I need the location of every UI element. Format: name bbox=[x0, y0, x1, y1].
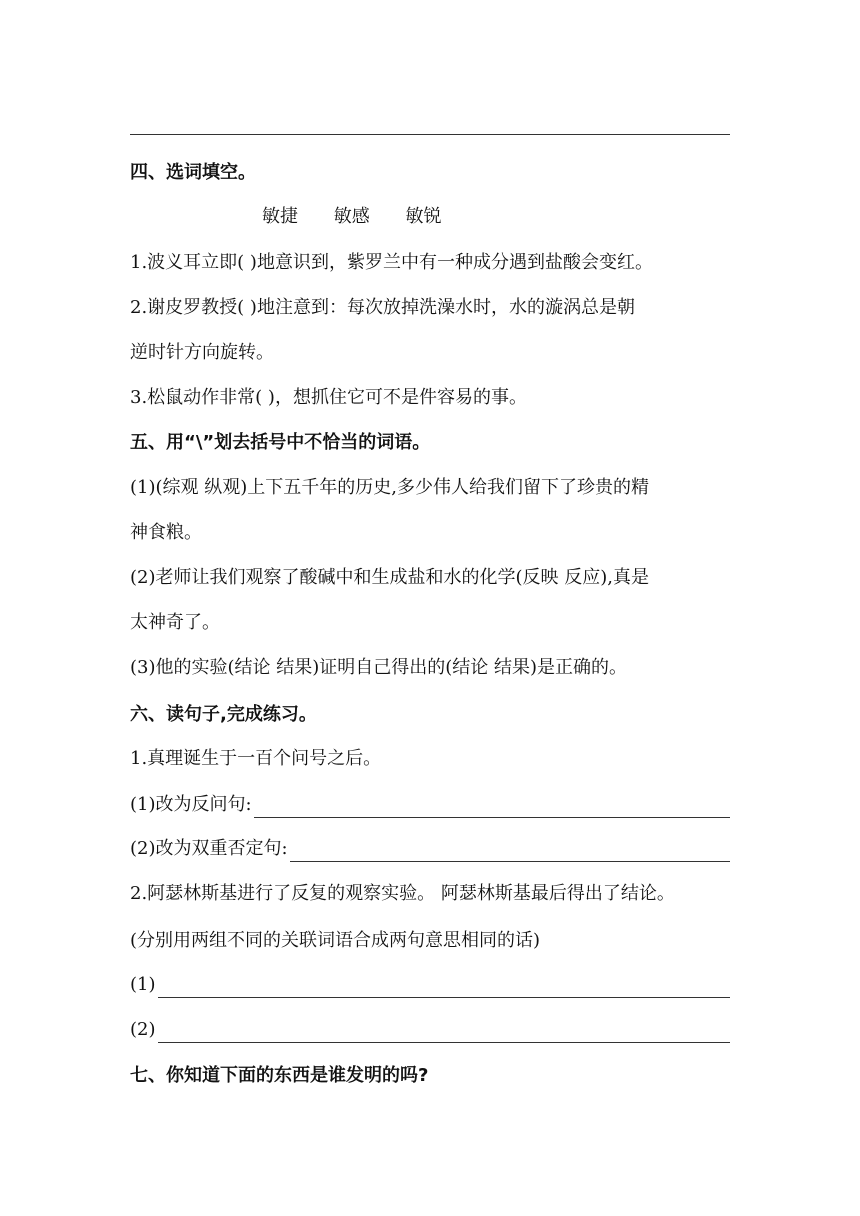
answer-row-1 bbox=[130, 972, 730, 998]
answer-label: (1) bbox=[130, 974, 156, 995]
answer-row-rhetorical-question bbox=[130, 792, 730, 818]
section-6-heading: 六、读句子,完成练习。 bbox=[130, 704, 317, 725]
instruction-6-2: (分别用两组不同的关联词语合成两句意思相同的话) bbox=[130, 930, 541, 951]
answer-blank[interactable] bbox=[290, 841, 730, 862]
word-bank bbox=[262, 204, 471, 230]
word-option-1: 敏捷 bbox=[262, 206, 298, 227]
word-option-3: 敏锐 bbox=[405, 206, 442, 227]
answer-blank[interactable] bbox=[254, 797, 730, 818]
question-5-3: (3)他的实验(结论 结果)证明自己得出的(结论 结果)是正确的。 bbox=[130, 657, 628, 678]
question-5-1: (1)(综观 纵观)上下五千年的历史,多少伟人给我们留下了珍贵的精 bbox=[130, 477, 649, 498]
question-5-1-continued: 神食粮。 bbox=[130, 522, 202, 543]
question-4-3: 3.松鼠动作非常( )，想抓住它可不是件容易的事。 bbox=[130, 387, 527, 408]
question-4-2-continued: 逆时针方向旋转。 bbox=[130, 342, 274, 363]
word-option-2: 敏感 bbox=[333, 206, 370, 227]
section-4-heading: 四、选词填空。 bbox=[130, 162, 256, 183]
answer-row-double-negative bbox=[130, 836, 730, 862]
question-5-2: (2)老师让我们观察了酸碱中和生成盐和水的化学(反映 反应),真是 bbox=[130, 567, 649, 588]
section-7-heading: 七、你知道下面的东西是谁发明的吗? bbox=[130, 1065, 429, 1086]
answer-row-2 bbox=[130, 1017, 730, 1043]
section-5-heading: 五、用“\”划去括号中不恰当的词语。 bbox=[130, 432, 431, 453]
question-5-2-continued: 太神奇了。 bbox=[130, 612, 220, 633]
answer-blank[interactable] bbox=[158, 977, 731, 998]
answer-blank[interactable] bbox=[158, 1022, 731, 1043]
sentence-6-1: 1.真理诞生于一百个问号之后。 bbox=[130, 748, 382, 769]
answer-label: (1)改为反问句: bbox=[130, 794, 252, 815]
header-rule bbox=[130, 134, 730, 135]
sentence-6-2: 2.阿瑟林斯基进行了反复的观察实验。 阿瑟林斯基最后得出了结论。 bbox=[130, 883, 675, 904]
answer-label: (2)改为双重否定句: bbox=[130, 838, 288, 859]
question-4-2: 2.谢皮罗教授( )地注意到：每次放掉洗澡水时，水的漩涡总是朝 bbox=[130, 297, 635, 318]
question-4-1: 1.波义耳立即( )地意识到，紫罗兰中有一种成分遇到盐酸会变红。 bbox=[130, 252, 653, 273]
answer-label: (2) bbox=[130, 1019, 156, 1040]
